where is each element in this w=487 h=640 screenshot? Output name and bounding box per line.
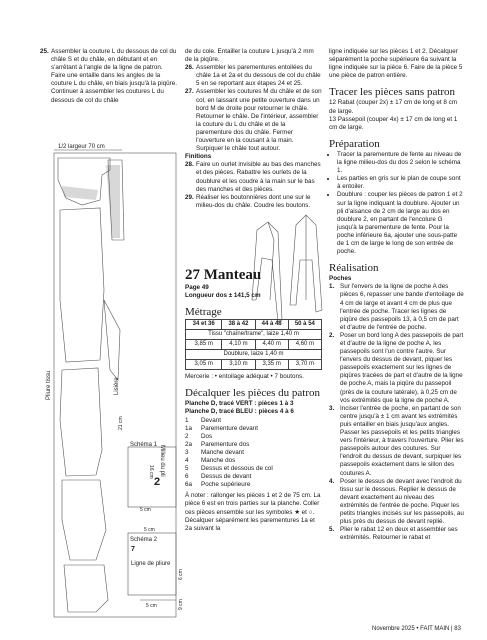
step-28: 28. Faire un ourlet invisible au bas des manches et des pièces. Rabattre les ourlets de la doublure et les coudre à la main sur le bas des manches et des pièces. <box>185 161 321 193</box>
column-2 <box>185 48 322 533</box>
table-cell: 4,10 m <box>222 340 255 350</box>
list-item: • Tracer la parementure de fente au niveau de la ligne milieu-dos du dos 2 selon le schéma 1. <box>337 151 464 175</box>
dim-6cm: 6 cm <box>178 569 184 580</box>
table-cell: 4,60 m <box>288 340 321 350</box>
size-header: 44 à 48 <box>255 320 288 330</box>
list-item: 2 Dos <box>185 432 213 440</box>
col2-continuation: de du cole. Entailler la couture L jusqu'à 2 mm de la piqûre. <box>185 48 314 64</box>
lisiere-label: Lisière <box>114 377 120 395</box>
col3-continuation: ligne indiquée sur les pièces 1 et 2. Décalquer séparément la poche supérieure 6a suivant la ligne indiquée sur la pièce 6. Faire de la pièce 5 une pièce de patron entière. <box>329 48 463 80</box>
list-item: 6 Dessus de devant <box>185 473 252 481</box>
project-length: Longueur dos ± 141,5 cm <box>185 291 261 299</box>
table-cell: 4,40 m <box>255 340 288 350</box>
poche-step: 1. Sur l'envers de la ligne de poche A des pièces 6, repasser une bande d'entoilage de 4 cm de large et avant 4 cm de plus que l'entrée de poche. Tracer les lignes de piqûre des passepoils 13, à 0,5 cm de part et d'autre de l'entrée de poche. <box>329 283 464 331</box>
lining-row-label: Doublure, laize 1,40 m <box>186 350 322 360</box>
list-item: • Doublure : couper les pièces de patron 1 et 2 sur la ligne indiquant la doublure. Ajouter un pli d'aisance de 2 cm de large au dos en doublure 2, en partant de l'encolure G jusqu'à la parementure de fente. Pour la poche inférieure 6a, ajouter une sous-patte de 1 cm de large le long de son entrée de poche. <box>337 191 464 256</box>
mercerie: Mercerie : • entoilage adéquat • 7 boutons. <box>185 373 304 381</box>
list-item: 1 Devant <box>185 416 221 424</box>
schema-1-number: 2 <box>154 476 161 488</box>
preparation-heading: Préparation <box>329 137 380 150</box>
piece-back <box>60 368 102 476</box>
poche-step: 4. Poser le dessus de devant avec l'endroit du tissu sur le dessous. Replier le dessus de devant exactement au niveau des extrémités de l'entrée de poche. Piquer les petits triangles incisés sur les passepoils, au plus près du dessus de devant replié. <box>329 477 464 526</box>
passepoil-item: 13 Passepoil (couper 4x) ± 17 cm de long et 1 cm de large. <box>329 115 458 131</box>
planche-bleu: Planche D, tracé BLEU : pièces 4 à 6 <box>185 408 294 416</box>
fabric-row-label: Tissu "chaîne/trame", laize 1,40 m <box>186 330 322 340</box>
rabat-item: 12 Rabat (couper 2x) ± 17 cm de long et 8 cm de large. <box>329 99 458 115</box>
piece-sleeve-back <box>64 565 108 612</box>
metrage-heading: Métrage <box>185 306 222 319</box>
dim-21cm: 21 cm <box>118 416 124 430</box>
list-item: 2a Parementure dos <box>185 440 250 448</box>
schema-1-label: Schéma 1 <box>130 442 158 448</box>
size-header: 50 à 54 <box>288 320 321 330</box>
step-27: 27. Assembler les coutures M du châle et de son col, en laissant une petite ouverture dans un bord M de droite pour retourner le châle. Retourner le châle. De l'intérieur, assembler la couture du L du châle et de la parementure dos du châle. Fermer l'ouverture en la cousant à la main. Surpiquer le châle tout autour. <box>185 88 322 153</box>
project-title: 27 Manteau <box>185 266 262 283</box>
step-26: 26. Assembler les parementures entoilées du châle 1a et 2a et du dessous de col du châle 5 en se reportant aux étapes 24 et 25. <box>185 64 321 88</box>
poche-step: 5. Plier le rabat 12 en deux et assembler ses extrémités. Retourner le rabat et <box>329 526 458 542</box>
preparation-list <box>329 151 464 256</box>
list-item: 6a Poche supérieure <box>185 481 251 489</box>
column-3 <box>329 48 464 542</box>
poche-step: 3. Inciser l'entrée de poche, en partant de son centre jusqu'à ± 1 cm avant les extrémités puis entailler en biais jusqu'aux angles. Passer les passepoils et les petits triangles vers l'intérieur, à travers l'ouverture. Plier les passepoils autour des coutures. Sur l'endroit du dessus de devant, surpiquer les passepoils exactement dans le sillon des coutures A. <box>329 404 464 477</box>
piece-front <box>60 208 104 362</box>
decalquer-heading: Décalquer les pièces du patron <box>185 387 320 400</box>
table-cell: 3,05 m <box>186 360 222 370</box>
list-item: • Les parties en gris sur le plan de coupe sont à entoiler. <box>337 175 464 191</box>
dim-16cm: 16 cm <box>148 465 154 479</box>
piece-small <box>104 300 120 380</box>
piece-sleeve-front <box>62 480 106 560</box>
pieces-list <box>185 417 322 490</box>
list-item: 1a Parementure devant <box>185 424 259 432</box>
tracer-heading: Tracer les pièces sans patron <box>329 86 456 99</box>
size-header: 38 à 42 <box>222 320 255 330</box>
width-label: 1/2 largeur 70 cm <box>58 144 105 150</box>
table-cell: 3,85 m <box>186 340 222 350</box>
list-item: 3 Manche devant <box>185 448 245 456</box>
list-item: 5 Dessus et dessous de col <box>185 465 273 473</box>
table-cell: 3,35 m <box>255 360 288 370</box>
list-item: 4 Manche dos <box>185 457 236 464</box>
poches-heading: Poches <box>329 275 352 283</box>
milieu-label: Milieu du pli <box>159 445 165 477</box>
dim-5cm-b: 5 cm <box>144 527 155 533</box>
dim-9cm: 9 cm <box>178 599 184 610</box>
realisation-heading: Réalisation <box>329 262 379 275</box>
a-noter: À noter : rallonger les pièces 1 et 2 de 75 cm. La pièce 6 est en trois parties sur la planche. Coller ces pièces ensemble sur les symboles ★ et ○. Décalquer séparément les parementures 1a et 2a suivant la <box>185 492 321 532</box>
dim-5cm-c: 5 cm <box>146 603 157 609</box>
table-cell: 3,10 m <box>222 360 255 370</box>
size-header: 34 et 36 <box>186 320 222 330</box>
planche-vert: Planche D, tracé VERT : pièces 1 à 3 <box>185 400 294 408</box>
table-cell: 3,70 m <box>288 360 321 370</box>
page-footer: Novembre 2025 • FAIT MAIN | 83 <box>372 626 461 632</box>
schema-2-number: 7 <box>131 546 135 553</box>
project-page: Page 49 <box>185 283 209 291</box>
schema-2-label: Schéma 2 <box>130 537 158 543</box>
step-29: 29. Réaliser les boutonnières dont une sur le milieu-dos du châle. Coudre les boutons. <box>185 193 311 209</box>
finitions-heading: Finitions <box>185 153 212 161</box>
dim-5cm-a: 5 cm <box>140 507 151 513</box>
ligne-pliure-label: Ligne de pliure <box>131 561 171 567</box>
pliure-tissu-label: Pliure tissu <box>46 370 52 400</box>
poche-step: 2. Poser un bord long A des passepoils de part et d'autre de la ligne de poche A, les passepoils sont l'un contre l'autre. Sur l'envers du dessus de devant, piquer les passepoils exactement sur les lignes de piqûres tracées de part et d'autre de la ligne de poche A, mais la piqûre du passepoil (près de la couture latérale), à 0,25 cm de vos extrémités que la ligne de poche A. <box>329 331 464 404</box>
step-25: 25. Assembler la couture L du dessous de col du châle S et du châle, en débutant et en s'arrêtant à l'angle de la ligne de patron. Faire une entaille dans les angles de la couture L du châle, en biais jusqu'à la piqûre. Continuer à assembler les coutures L du dessous de col du châle <box>40 48 177 104</box>
metrage-table <box>185 319 322 370</box>
